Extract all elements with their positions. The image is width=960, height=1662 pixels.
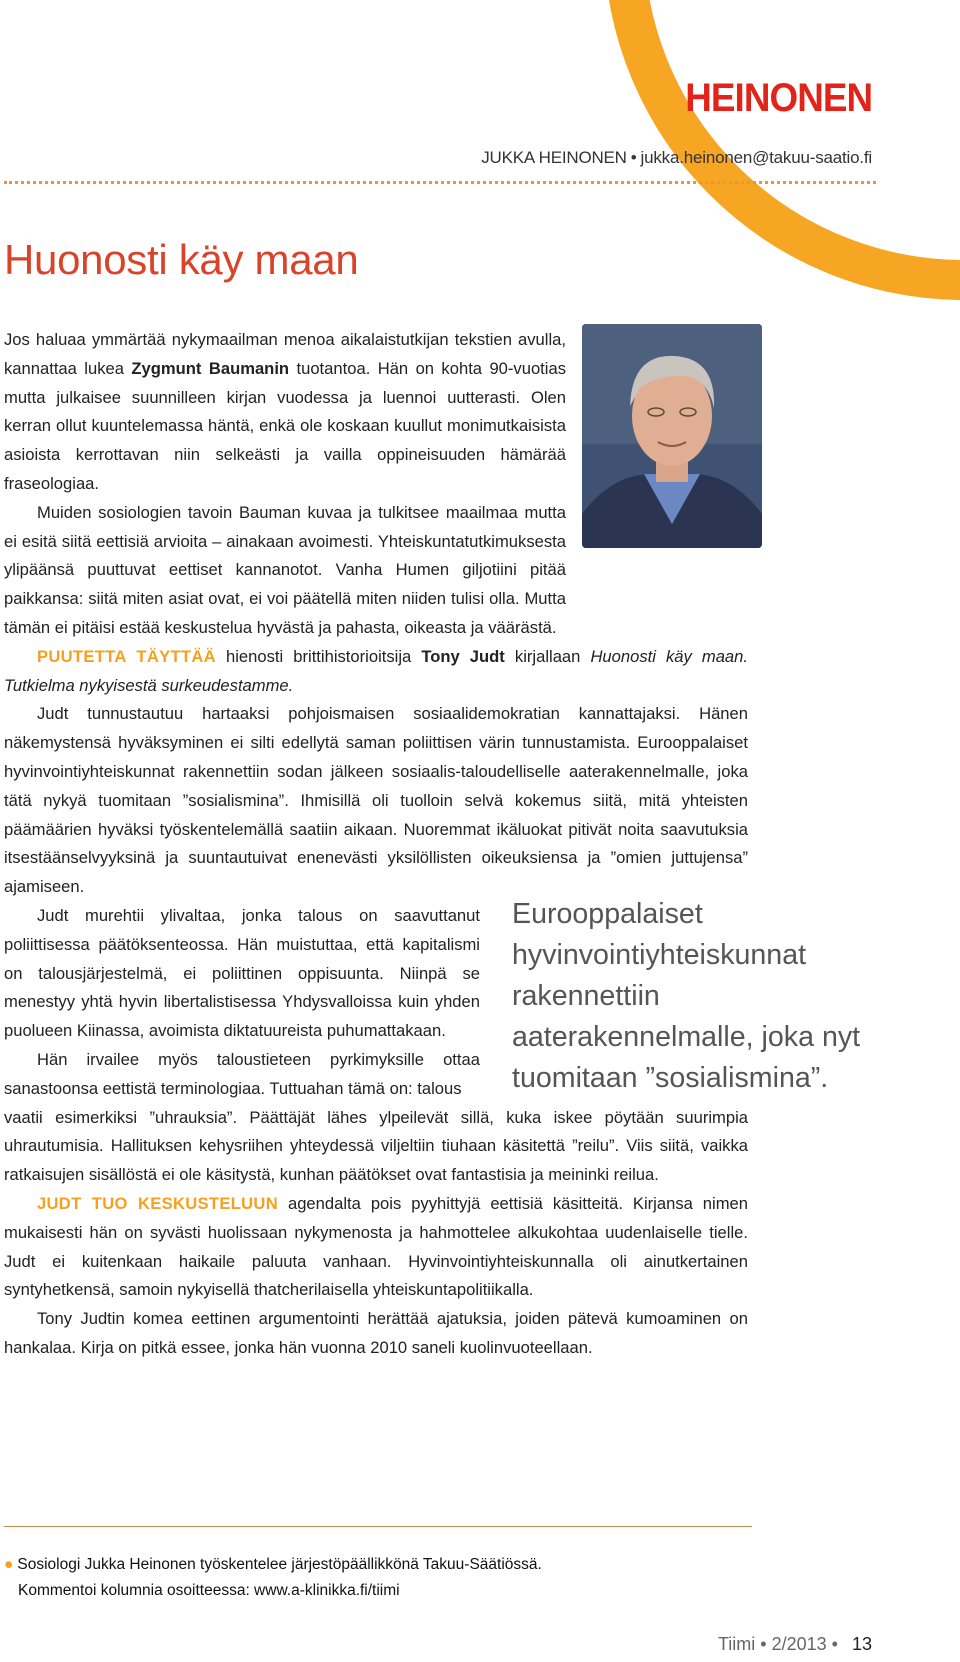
- paragraph-1: Jos haluaa ymmärtää nykymaailman menoa aikalaistutkijan tekstien avulla, kannattaa lukea Zygmunt Baumanin tuotantoa. Hän on kohta 90-vuotias mutta julkaisee suunnilleen kirjan vuodessa ja luennoi uutterasti. Olen kerran ollut kuuntelemassa häntä, enkä ole koskaan kuullut monimutkaisista asioista kerrottavan niin selkeästi ja vailla oppineisuuden hämärää fraseologiaa.: [4, 330, 566, 493]
- book-title: Huonosti käy maan. Tutkielma nykyisestä surkeudestamme.: [4, 646, 749, 695]
- paragraph-6a: Hän irvailee myös taloustieteen pyrkimyksille ottaa sanastoonsa eettistä terminologiaa. Tuttuahan tämä on: talous: [4, 1049, 480, 1098]
- author-reference: Tony Judt: [421, 646, 505, 666]
- paragraph-7: JUDT TUO KESKUSTELUUN agendalta pois pyyhittyjä eettisiä käsitteitä. Kirjansa nimen mukaisesti hän on syvästi huolissaan nykymenosta ja hahmottelee alkukohtaa uudenlaiselle tielle. Judt ei kuitenkaan haikaile paluuta vanhaan. Hyvinvointiyhteiskunnalla oli ainutkertainen syntyhetkensä, samoin nykyisellä thatcherilaisella yhteiskuntapolitiikalla.: [4, 1193, 748, 1300]
- dotted-divider: [4, 181, 876, 184]
- column-name: HEINONEN: [685, 76, 872, 120]
- paragraph-5: Judt murehtii ylivaltaa, jonka talous on saavuttanut poliittisessa päätöksenteossa. Hän muistuttaa, että kapitalismi on talousjärjestelmä, ei poliittinen oppisuunta. Niinpä se menestyy yhtä hyvin libertalistisessa Yhdysvalloissa kuin yhden puolueen Kiinassa, avoimista diktatuureista puhumattakaan.: [4, 905, 480, 1041]
- article-body: [4, 326, 748, 1363]
- page-number: 13: [851, 1634, 872, 1654]
- issue-label: Tiimi • 2/2013 •: [717, 1634, 838, 1654]
- paragraph-3: PUUTETTA TÄYTTÄÄ hienosti brittihistorioitsija Tony Judt kirjallaan Huonosti käy maan. Tutkielma nykyisestä surkeudestamme.: [4, 646, 749, 695]
- author-name: JUKKA HEINONEN: [481, 148, 627, 167]
- lead-in: PUUTETTA TÄYTTÄÄ: [37, 646, 216, 666]
- page-footer: [718, 1634, 872, 1655]
- paragraph-4: Judt tunnustautuu hartaaksi pohjoismaisen sosiaalidemokratian kannattajaksi. Hänen näkemystensä hyväksyminen ei silti edellytä saman poliittisen värin tunnustamista. Eurooppalaiset hyvinvointiyhteiskunnat rakennettiin sodan jälkeen sosiaalis-taloudelliselle aaterakennelmalle, joka tätä nykyä tuomitaan ”sosialismina”. Ihmisillä oli tuolloin selvä kokemus siitä, mitä yhteisten päämäärien hyväksi työskentelemällä saatiin aikaan. Nuoremmat ikäluokat pitivät noita saavutuksia itsestäänselvyyksinä ja suuntautuivat enenevästi yksilöllisten oikeuksiensa ja ”omien juttujensa” ajamiseen.: [4, 704, 748, 897]
- author-reference: Zygmunt Baumanin: [131, 358, 290, 378]
- bullet-icon: ●: [4, 1556, 14, 1573]
- paragraph-2: Muiden sosiologien tavoin Bauman kuvaa ja tulkitsee maailmaa mutta ei esitä siitä eettisiä arvioita – ainakaan avoimesti. Yhteiskuntatutkimuksesta ylipäänsä puuttuvat eettiset kannanotot. Vanha Humen giljotiini pitää paikkansa: siitä miten asiat ovat, ei voi päätellä miten niiden tulisi olla. Mutta tämän ei pitäisi estää keskustelua hyvästä ja pahasta, oikeasta ja väärästä.: [4, 502, 566, 637]
- article-title: Huonosti käy maan: [4, 236, 359, 283]
- paragraph-6b: vaatii esimerkiksi ”uhrauksia”. Päättäjät lähes ylpeilevät sillä, kuka iskee pöytään suurimpia uhrautumisia. Hallituksen kehysriihen yhteydessä viljeltiin tiuhaan käsitettä ”reilu”. Viis siitä, vaikka ratkaisujen sisällöstä ei ole käsitystä, kunhan päätökset ovat fantastisia ja meininki reilua.: [4, 1107, 748, 1185]
- byline: [481, 148, 872, 168]
- author-email-link[interactable]: jukka.heinonen@takuu-saatio.fi: [640, 148, 872, 167]
- paragraph-8: Tony Judtin komea eettinen argumentointi herättää ajatuksia, joiden pätevä kumoaminen on hankalaa. Kirja on pitkä essee, jonka hän vuonna 2010 saneli kuolinvuoteellaan.: [4, 1309, 748, 1357]
- footer-divider: [4, 1526, 752, 1527]
- lead-in: JUDT TUO KESKUSTELUUN: [37, 1193, 279, 1213]
- author-footnote: [4, 1552, 542, 1604]
- footnote-line-2: Kommentoi kolumnia osoitteessa: www.a-klinikka.fi/tiimi: [18, 1582, 400, 1599]
- byline-separator: •: [630, 148, 637, 167]
- footnote-line-1: ● Sosiologi Jukka Heinonen työskentelee järjestöpäällikkönä Takuu-Säätiössä.: [4, 1556, 542, 1573]
- pull-quote: Eurooppalaiset hyvinvointiyhteiskunnat rakennettiin aaterakennelmalle, joka nyt tuomitaan ”sosialismina”.: [512, 898, 861, 1094]
